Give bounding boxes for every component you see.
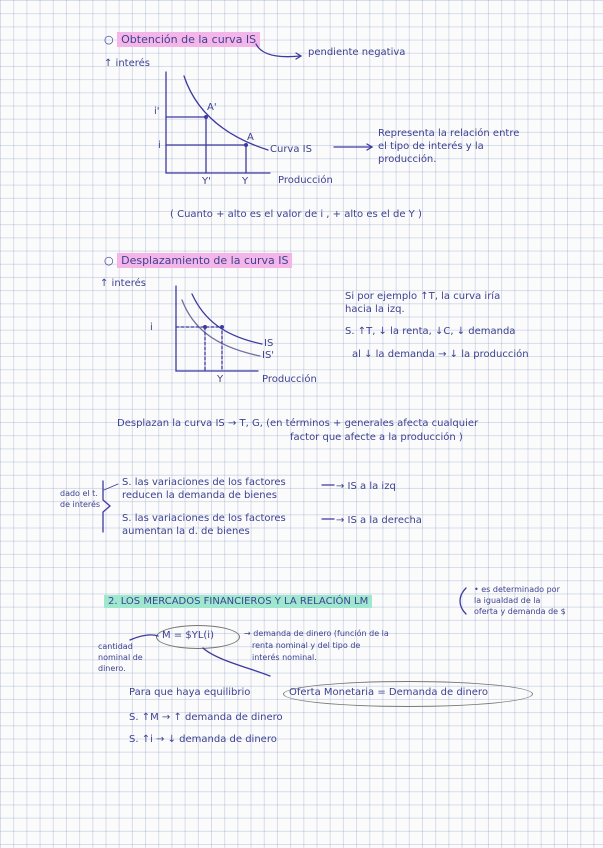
side-note-bracket [460, 588, 466, 614]
is-graph-axes [166, 72, 270, 173]
section1-title-text: Obtención de la curva IS [117, 32, 260, 47]
section4-equation: M = $YL(i) [162, 630, 214, 641]
section4-equilibrium-prefix: Para que haya equilibrio [129, 687, 251, 698]
section3-result2: → IS a la derecha [336, 515, 422, 526]
section4-side-note-1: • es determinado por [474, 585, 560, 594]
shift-point-dot [220, 325, 224, 329]
section1-point-a-prime: A' [207, 102, 217, 113]
section4-side-note-3: oferta y demanda de $ [474, 607, 566, 616]
section1-explanation-2: el tipo de interés y la [378, 141, 484, 152]
section1-title: ○ Obtención de la curva IS [104, 34, 260, 46]
section1-curve-label: Curva IS [270, 144, 312, 155]
section2-explanation-4: al ↓ la demanda → ↓ la producción [352, 349, 529, 360]
section1-title-note: pendiente negativa [308, 47, 406, 58]
is-curve-original [192, 294, 262, 344]
section3-side-label-2: de interés [60, 500, 101, 509]
section4-left-note-3: dinero. [98, 664, 126, 673]
is-curve [184, 76, 268, 150]
section1-explanation-1: Representa la relación entre [378, 128, 520, 139]
section1-tick-i: i [158, 140, 161, 151]
section4-rule2: S. ↑i → ↓ demanda de dinero [129, 734, 277, 745]
section4-rule1: S. ↑M → ↑ demanda de dinero [129, 712, 283, 723]
section1-note: ( Cuanto + alto es el valor de i , + alto es el de Y ) [170, 209, 422, 220]
shift-graph-axes [176, 286, 258, 371]
section4-equation-note-1: → demanda de dinero (función de la [244, 629, 389, 638]
section2-explanation-3: S. ↑T, ↓ la renta, ↓C, ↓ demanda [345, 326, 516, 337]
section1-tick-y-prime: Y' [202, 176, 211, 187]
equation-to-equilibrium [203, 648, 270, 676]
shift-point-dot-2 [203, 325, 207, 329]
shift-guides [176, 327, 222, 371]
section2-explanation-2: hacia la izq. [345, 304, 405, 315]
section4-equation-note-2: renta nominal y del tipo de [252, 641, 361, 650]
left-note-arrow [130, 635, 158, 640]
section3-line2a: S. las variaciones de los factores [122, 513, 286, 524]
section3-result1: → IS a la izq [336, 481, 396, 492]
section4-side-note-2: la igualdad de la [474, 596, 541, 605]
section2-x-axis-label: Producción [262, 374, 317, 385]
section1-explanation-3: producción. [378, 154, 437, 165]
section4-equilibrium: Oferta Monetaria = Demanda de dinero [289, 687, 488, 698]
section2-tick-y: Y [217, 374, 224, 385]
section4-equation-note-3: interés nominal. [252, 653, 317, 662]
section1-tick-i-prime: i' [154, 106, 160, 117]
point-a-dot [244, 143, 248, 147]
section1-x-axis-label: Producción [278, 175, 333, 186]
title-arrow-curve [256, 44, 300, 57]
section4-left-note-1: cantidad [98, 642, 133, 651]
section3-line1b: reducen la demanda de bienes [122, 490, 277, 501]
section3-side-label-1: dado el t. [60, 489, 98, 498]
section1-y-axis-label: ↑ interés [104, 58, 151, 69]
section2-explanation-1: Si por ejemplo ↑T, la curva iría [345, 291, 501, 302]
section1-point-a: A [247, 132, 254, 143]
section3-main: Desplazan la curva IS → T, G, (en términos + generales afecta cualquier [117, 418, 479, 429]
section3-line1a: S. las variaciones de los factores [122, 477, 286, 488]
section2-y-axis-label: ↑ interés [100, 278, 147, 289]
side-label-line [104, 484, 118, 490]
section3-line2b: aumentan la d. de bienes [122, 526, 250, 537]
section4-title-text: 2. LOS MERCADOS FINANCIEROS Y LA RELACIÓN LM [104, 595, 372, 608]
point-a-prime-dot [204, 115, 208, 119]
section1-tick-y: Y [242, 176, 249, 187]
section2-tick-i: i [150, 322, 153, 333]
section2-title-text: Desplazamiento de la curva IS [117, 253, 292, 268]
section4-left-note-2: nominal de [98, 653, 143, 662]
section2-label-is-prime: IS' [262, 350, 275, 361]
section2-label-is: IS [264, 338, 274, 349]
section3-main-2: factor que afecte a la producción ) [290, 432, 463, 443]
section2-title: ○ Desplazamiento de la curva IS [104, 255, 292, 267]
